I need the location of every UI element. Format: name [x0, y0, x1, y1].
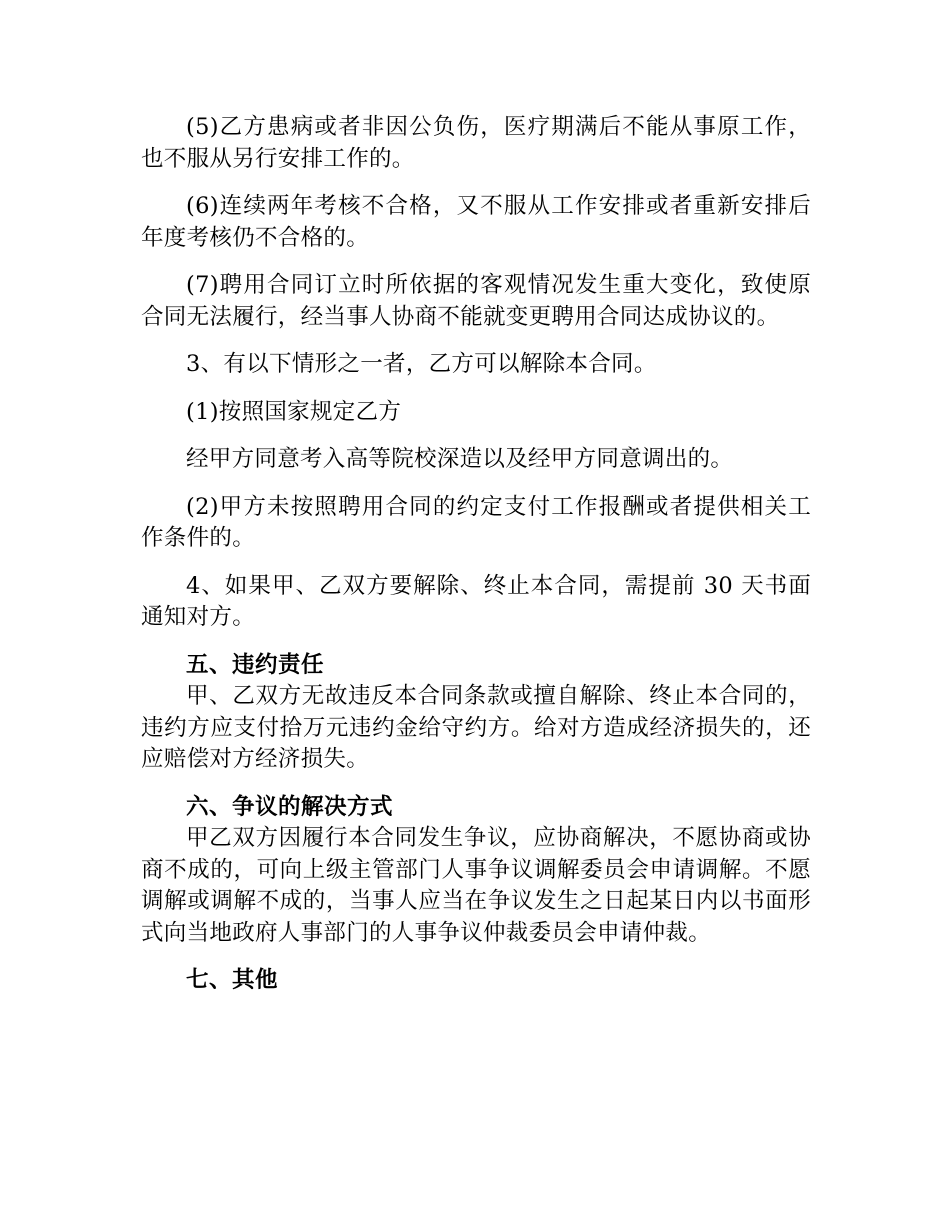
clause-item-7: (7)聘用合同订立时所依据的客观情况发生重大变化，致使原合同无法履行，经当事人协商不能就变更聘用合同达成协议的。 [141, 272, 811, 330]
clause-item-5: (5)乙方患病或者非因公负伤，医疗期满后不能从事原工作，也不服从另行安排工作的。 [141, 114, 811, 172]
clause-section-3-item-1-continued: 经甲方同意考入高等院校深造以及经甲方同意调出的。 [186, 446, 734, 472]
clause-section-3: 3、有以下情形之一者，乙方可以解除本合同。 [186, 351, 657, 377]
section-heading-other: 七、其他 [186, 967, 279, 993]
clause-section-3-item-1: (1)按照国家规定乙方 [186, 398, 402, 425]
section-heading-breach-liability: 五、违约责任 [186, 651, 325, 678]
section-heading-dispute-resolution: 六、争议的解决方式 [186, 793, 394, 820]
dispute-resolution-body: 甲乙双方因履行本合同发生争议，应协商解决，不愿协商或协商不成的，可向上级主管部门人事争议调解委员会申请调解。不愿调解或调解不成的，当事人应当在争议发生之日起某日内以书面形式向当地政府人事部门的人事争议仲裁委员会申请仲裁。 [141, 825, 811, 946]
clause-item-6: (6)连续两年考核不合格，又不服从工作安排或者重新安排后年度考核仍不合格的。 [141, 193, 811, 251]
document-body [141, 112, 811, 997]
clause-section-3-item-2: (2)甲方未按照聘用合同的约定支付工作报酬或者提供相关工作条件的。 [141, 493, 811, 551]
breach-liability-body: 甲、乙双方无故违反本合同条款或擅自解除、终止本合同的，违约方应支付拾万元违约金给守约方。给对方造成经济损失的，还应赔偿对方经济损失。 [141, 683, 811, 772]
clause-section-4: 4、如果甲、乙双方要解除、终止本合同，需提前 30 天书面通知对方。 [141, 572, 811, 630]
